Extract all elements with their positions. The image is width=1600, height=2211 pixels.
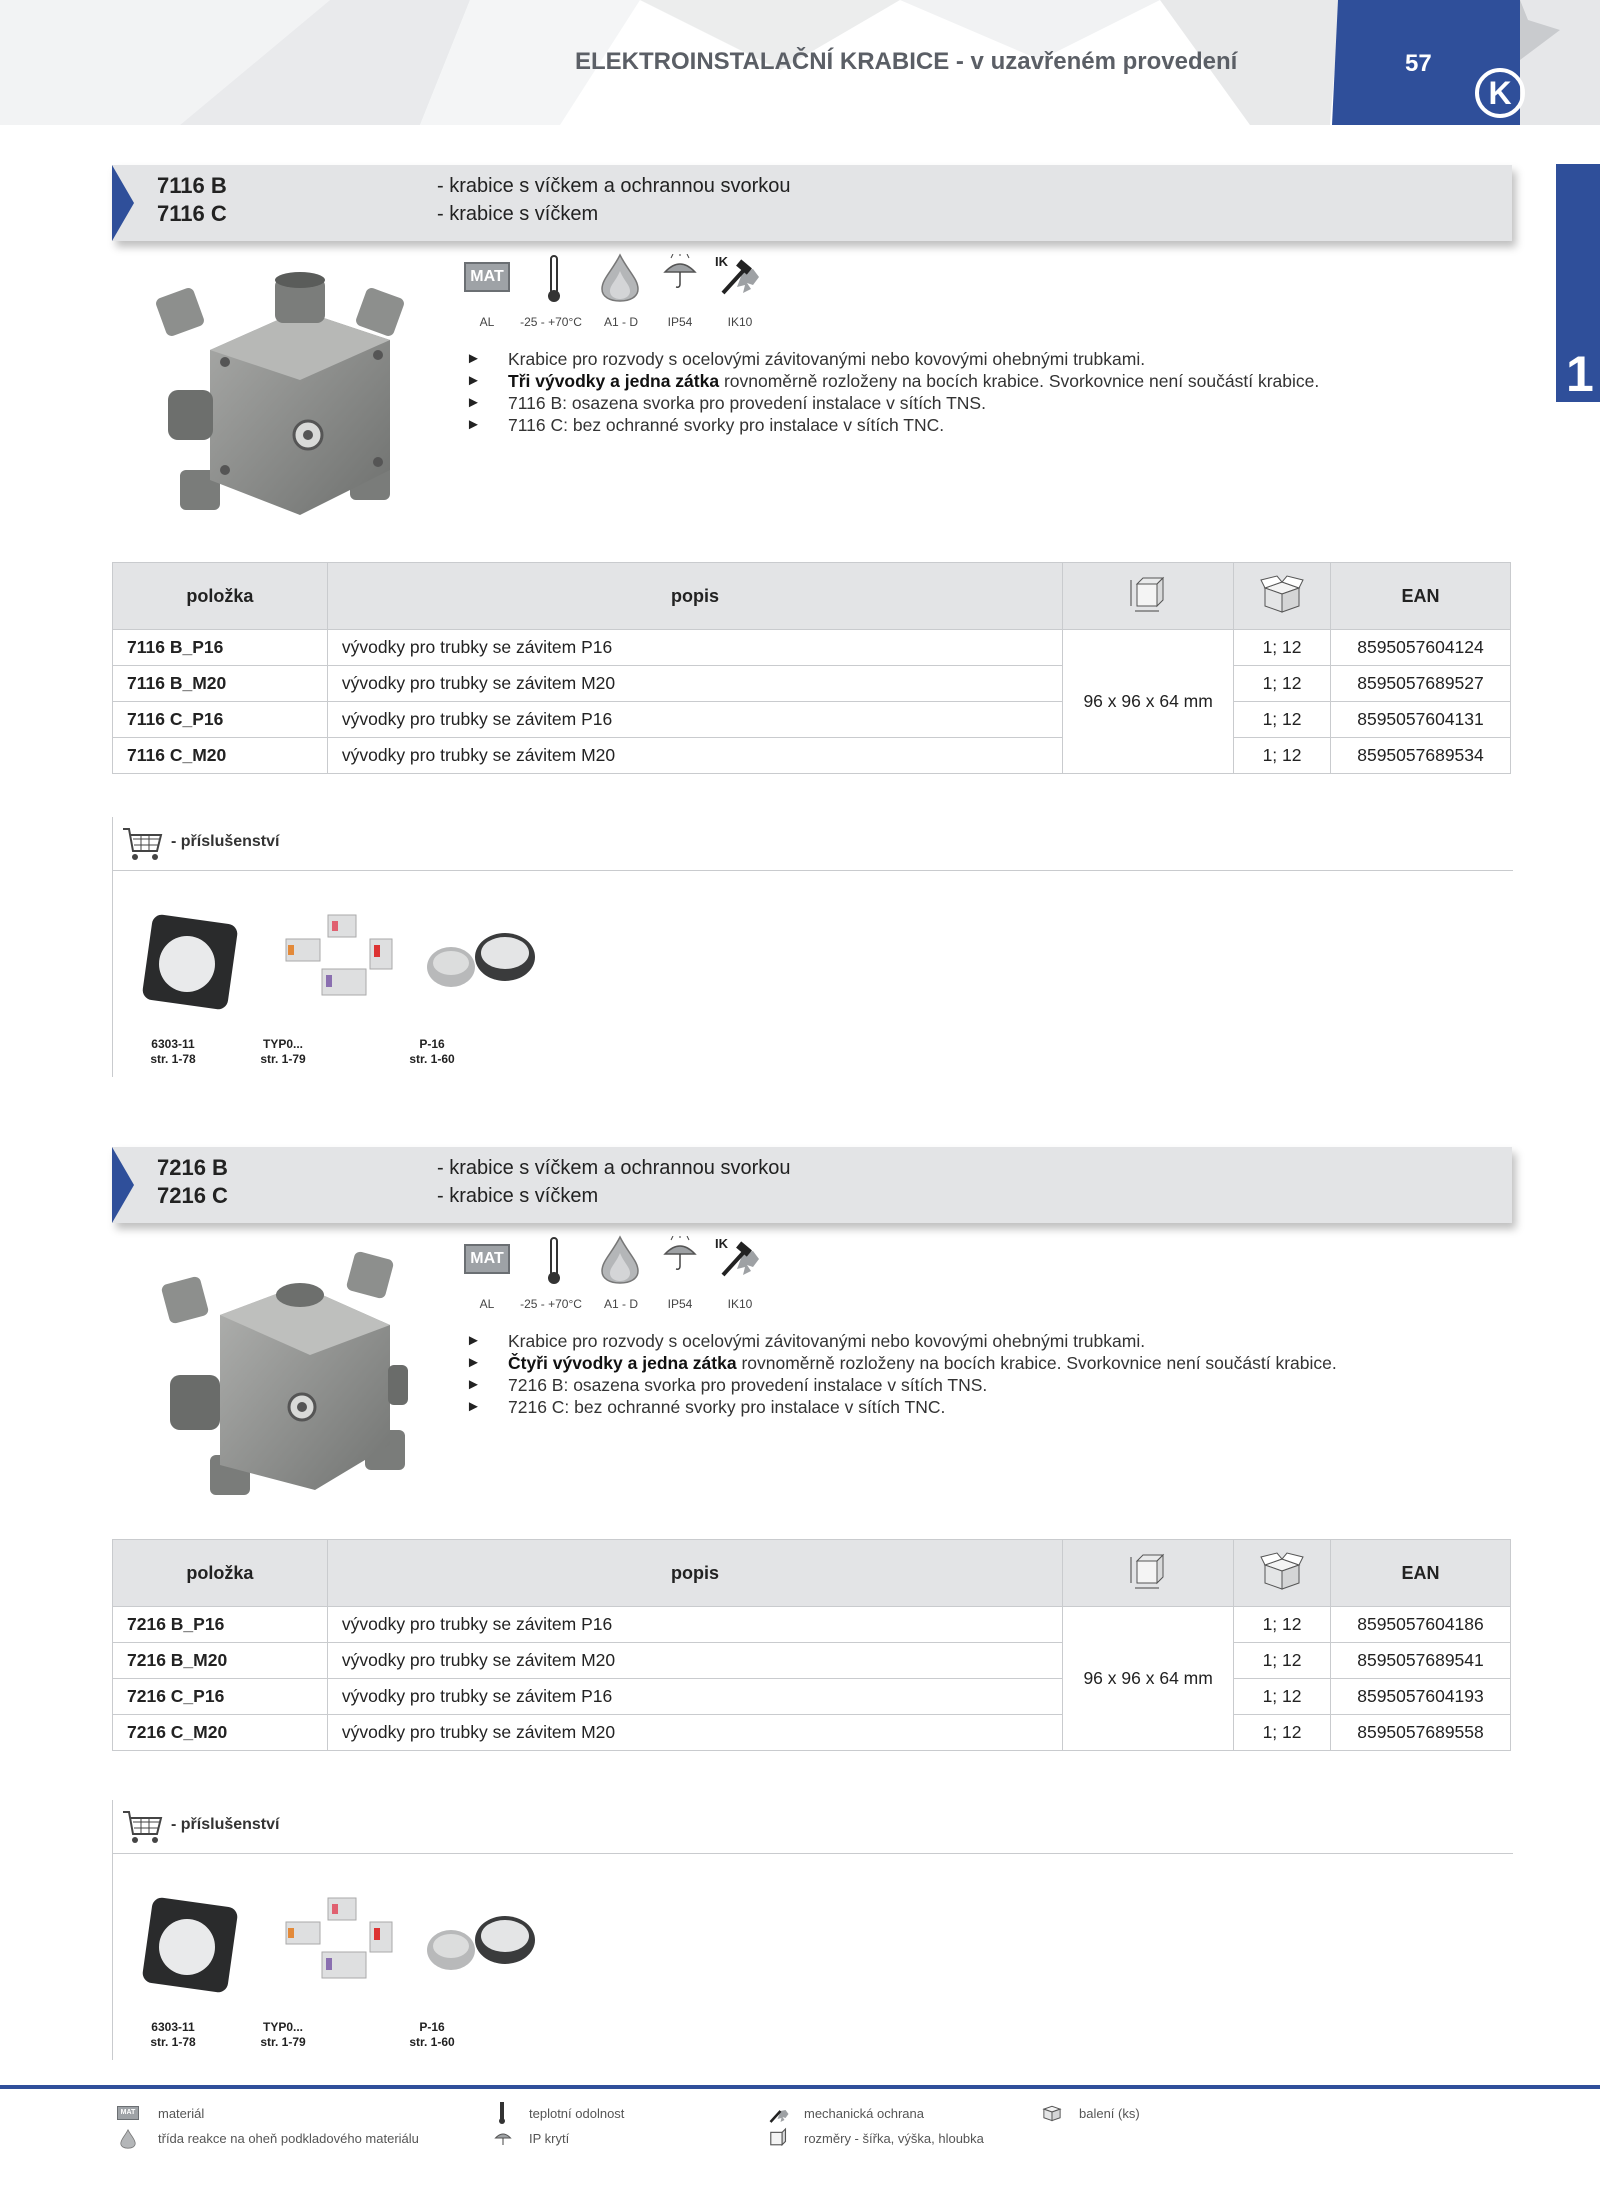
- legend-mechanical: mechanická ochrana: [804, 2106, 924, 2121]
- feature-item: ► Čtyři vývodky a jedna zátka rovnoměrně rozloženy na bocích krabice. Svorkovnice není součástí krabice.: [466, 1353, 1337, 1373]
- table-row: [113, 1715, 1511, 1751]
- feature-item: ► Krabice pro rozvody s ocelovými závitovanými nebo kovovými ohebnými trubkami.: [466, 349, 1146, 369]
- cell-packaging: 1; 12: [1234, 738, 1331, 774]
- feature-item: ► 7116 B: osazena svorka pro provedení instalace v sítích TNS.: [466, 393, 986, 413]
- divider: [113, 870, 1513, 871]
- column-header-packaging: [1234, 563, 1331, 630]
- product-table-7116: [112, 562, 1511, 774]
- table-row: [113, 1679, 1511, 1715]
- banner-arrow: [112, 165, 134, 241]
- legend-material: materiál: [158, 2106, 205, 2121]
- feature-item: ► Tři vývodky a jedna zátka rovnoměrně rozloženy na bocích krabice. Svorkovnice není součástí krabice.: [466, 371, 1320, 391]
- legend-ip: IP krytí: [529, 2131, 570, 2146]
- material-label: AL: [479, 1297, 495, 1311]
- ip-label: IP54: [667, 1297, 693, 1311]
- cell-dimensions: 96 x 96 x 64 mm: [1063, 630, 1234, 774]
- cell-description: vývodky pro trubky se závitem P16: [327, 1607, 1062, 1643]
- temperature-label: -25 - +70°C: [520, 315, 582, 329]
- thermometer-icon: [498, 2102, 506, 2124]
- accessory-frame-image: [135, 909, 245, 1019]
- cell-packaging: 1; 12: [1234, 666, 1331, 702]
- material-icon: MAT: [464, 1244, 510, 1274]
- cart-icon: [121, 1808, 163, 1846]
- accessory-plug-image: [423, 927, 543, 1007]
- ik-label: IK10: [727, 1297, 753, 1311]
- ip-umbrella-icon: [663, 254, 697, 294]
- product-table-7216: [112, 1539, 1511, 1751]
- cell-packaging: 1; 12: [1234, 630, 1331, 666]
- accessory-item[interactable]: TYP0... str. 1-79: [260, 1037, 306, 1066]
- cell-packaging: 1; 12: [1234, 702, 1331, 738]
- cell-ean: 8595057689558: [1331, 1715, 1511, 1751]
- cell-description: vývodky pro trubky se závitem P16: [327, 630, 1062, 666]
- footer-divider: [0, 2085, 1600, 2089]
- table-row: [113, 1643, 1511, 1679]
- material-label: AL: [479, 315, 495, 329]
- column-header-dimensions: [1063, 563, 1234, 630]
- product-code-c: 7116 C: [157, 201, 227, 226]
- feature-item: ► 7216 B: osazena svorka pro provedení instalace v sítích TNS.: [466, 1375, 988, 1395]
- cell-packaging: 1; 12: [1234, 1607, 1331, 1643]
- cell-code: 7116 B_M20: [113, 666, 328, 702]
- cell-description: vývodky pro trubky se závitem M20: [327, 738, 1062, 774]
- accessories-title: - příslušenství: [171, 1816, 280, 1833]
- accessory-plug-image: [423, 1910, 543, 1990]
- product-desc-b: - krabice s víčkem a ochrannou svorkou: [437, 175, 791, 197]
- product-desc-b: - krabice s víčkem a ochrannou svorkou: [437, 1157, 791, 1179]
- cell-packaging: 1; 12: [1234, 1643, 1331, 1679]
- product-code-b: 7216 B: [157, 1155, 228, 1180]
- product-desc-c: - krabice s víčkem: [437, 1185, 599, 1207]
- column-header-ean: EAN: [1331, 1540, 1511, 1607]
- cell-description: vývodky pro trubky se závitem P16: [327, 702, 1062, 738]
- page-header-title: ELEKTROINSTALAČNÍ KRABICE - v uzavřeném provedení: [575, 48, 1238, 75]
- cell-ean: 8595057689527: [1331, 666, 1511, 702]
- packaging-box-icon: [1259, 574, 1305, 614]
- feature-item: ► Krabice pro rozvody s ocelovými závitovanými nebo kovovými ohebnými trubkami.: [466, 1331, 1146, 1351]
- cell-code: 7116 B_P16: [113, 630, 328, 666]
- feature-item: ► 7116 C: bez ochranné svorky pro instalace v sítích TNC.: [466, 415, 945, 435]
- dimensions-cube-icon: [1125, 574, 1171, 614]
- chapter-number: 1: [1566, 346, 1594, 402]
- cell-ean: 8595057604124: [1331, 630, 1511, 666]
- accessory-item[interactable]: TYP0... str. 1-79: [260, 2020, 306, 2049]
- legend-temperature: teplotní odolnost: [529, 2106, 625, 2121]
- cell-code: 7216 C_P16: [113, 1679, 328, 1715]
- cell-ean: 8595057689534: [1331, 738, 1511, 774]
- accessory-item[interactable]: P-16 str. 1-60: [409, 1037, 455, 1066]
- ik-label: IK10: [727, 315, 753, 329]
- accessory-terminal-image: [278, 1892, 408, 1992]
- product-code-c: 7216 C: [157, 1183, 228, 1208]
- column-header-description: popis: [327, 1540, 1062, 1607]
- ip-label: IP54: [667, 315, 693, 329]
- packaging-box-icon: [1041, 2102, 1063, 2122]
- accessory-item[interactable]: P-16 str. 1-60: [409, 2020, 455, 2049]
- cell-ean: 8595057689541: [1331, 1643, 1511, 1679]
- cell-code: 7216 B_M20: [113, 1643, 328, 1679]
- flame-icon: [119, 2129, 137, 2149]
- page-number: 57: [1405, 50, 1432, 77]
- product-image-7116: [150, 270, 410, 530]
- cell-ean: 8595057604131: [1331, 702, 1511, 738]
- company-logo: K: [1475, 68, 1525, 118]
- ik-hammer-icon: [713, 1235, 763, 1283]
- legend-dimensions: rozměry - šířka, výška, hloubka: [804, 2131, 984, 2146]
- cell-ean: 8595057604193: [1331, 1679, 1511, 1715]
- table-row: [113, 738, 1511, 774]
- feature-item: ► 7216 C: bez ochranné svorky pro instalace v sítích TNC.: [466, 1397, 946, 1417]
- cell-ean: 8595057604186: [1331, 1607, 1511, 1643]
- cell-packaging: 1; 12: [1234, 1679, 1331, 1715]
- product-image-7216: [150, 1245, 410, 1505]
- ik-hammer-icon: [713, 253, 763, 301]
- column-header-dimensions: [1063, 1540, 1234, 1607]
- thermometer-icon: [546, 254, 562, 304]
- product-banner-7216: [112, 1147, 1512, 1223]
- product-code-b: 7116 B: [157, 173, 227, 198]
- flame-icon: [598, 1235, 642, 1285]
- divider: [113, 1853, 1513, 1854]
- accessory-item[interactable]: 6303-11 str. 1-78: [150, 2020, 196, 2049]
- accessory-frame-image: [135, 1892, 245, 2002]
- accessories-panel-7216: [112, 1800, 1512, 2060]
- column-header-item: položka: [113, 1540, 328, 1607]
- banner-arrow: [112, 1147, 134, 1223]
- cell-packaging: 1; 12: [1234, 1715, 1331, 1751]
- cell-code: 7216 B_P16: [113, 1607, 328, 1643]
- legend-packaging: balení (ks): [1079, 2106, 1140, 2121]
- accessory-item[interactable]: 6303-11 str. 1-78: [150, 1037, 196, 1066]
- accessory-terminal-image: [278, 909, 408, 1009]
- cell-code: 7116 C_P16: [113, 702, 328, 738]
- ip-umbrella-icon: [494, 2129, 512, 2149]
- product-desc-c: - krabice s víčkem: [437, 203, 599, 225]
- feature-list-7116: [466, 348, 1319, 436]
- cell-code: 7216 C_M20: [113, 1715, 328, 1751]
- cell-dimensions: 96 x 96 x 64 mm: [1063, 1607, 1234, 1751]
- flammability-label: A1 - D: [603, 315, 638, 329]
- dimensions-cube-icon: [1125, 1551, 1171, 1591]
- ik-badge-text: IK: [715, 254, 728, 269]
- cell-description: vývodky pro trubky se závitem M20: [327, 1715, 1062, 1751]
- cell-code: 7116 C_M20: [113, 738, 328, 774]
- table-row: [113, 1607, 1511, 1643]
- packaging-box-icon: [1259, 1551, 1305, 1591]
- thermometer-icon: [546, 1236, 562, 1286]
- column-header-description: popis: [327, 563, 1062, 630]
- cart-icon: [121, 825, 163, 863]
- temperature-label: -25 - +70°C: [520, 1297, 582, 1311]
- column-header-item: položka: [113, 563, 328, 630]
- legend-flammability: třída reakce na oheň podkladového materiálu: [158, 2131, 419, 2146]
- ik-hammer-icon: [764, 2102, 792, 2126]
- flame-icon: [598, 253, 642, 303]
- material-icon: MAT: [464, 262, 510, 292]
- cell-description: vývodky pro trubky se závitem M20: [327, 1643, 1062, 1679]
- accessories-title: - příslušenství: [171, 833, 280, 850]
- product-banner-7116: [112, 165, 1512, 241]
- accessories-panel-7116: [112, 817, 1512, 1077]
- table-row: [113, 702, 1511, 738]
- cell-description: vývodky pro trubky se závitem P16: [327, 1679, 1062, 1715]
- table-row: [113, 666, 1511, 702]
- table-row: [113, 630, 1511, 666]
- ik-badge-text: IK: [715, 1236, 728, 1251]
- column-header-packaging: [1234, 1540, 1331, 1607]
- ip-umbrella-icon: [663, 1236, 697, 1276]
- feature-list-7216: [466, 1330, 1337, 1418]
- material-icon: MAT: [117, 2106, 139, 2120]
- flammability-label: A1 - D: [603, 1297, 638, 1311]
- cell-description: vývodky pro trubky se závitem M20: [327, 666, 1062, 702]
- column-header-ean: EAN: [1331, 563, 1511, 630]
- dimensions-cube-icon: [764, 2126, 790, 2150]
